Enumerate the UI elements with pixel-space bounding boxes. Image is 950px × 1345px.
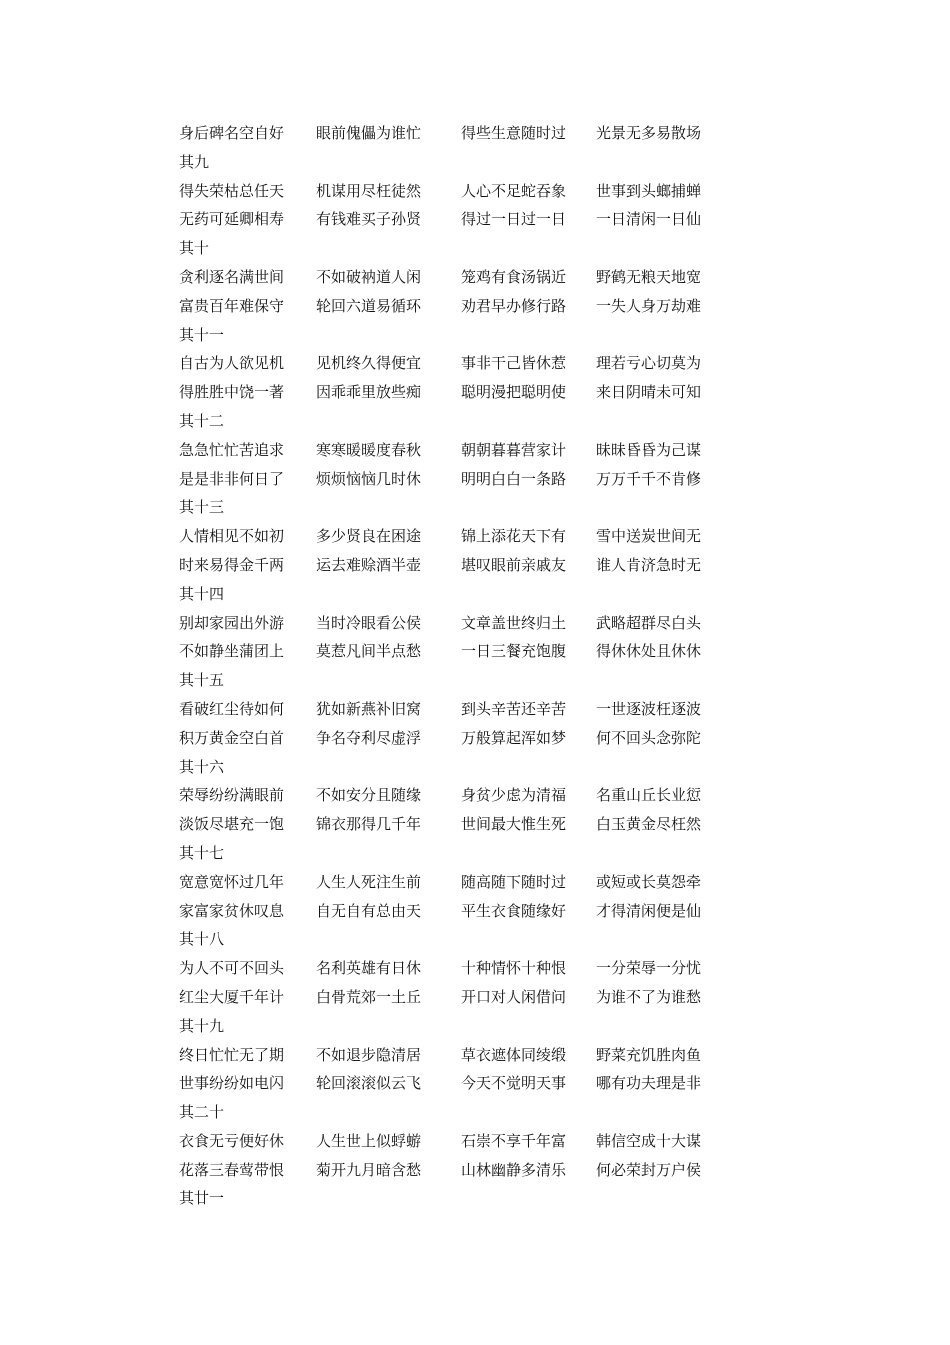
verse-phrase: 为人不可不回头	[179, 959, 285, 978]
verse-line	[179, 436, 739, 465]
verse-phrase: 机谋用尽枉徒然	[316, 181, 422, 200]
verse-phrase: 名重山丘长业愆	[596, 786, 702, 805]
section-heading-text: 其廿一	[179, 1189, 225, 1208]
verse-phrase: 白玉黄金尽枉然	[596, 815, 702, 834]
poem-section-heading	[179, 1012, 739, 1041]
verse-phrase: 哪有功夫理是非	[596, 1074, 702, 1093]
verse-line	[179, 695, 739, 724]
section-heading-text: 其十九	[179, 1016, 225, 1035]
section-heading-text: 其十三	[179, 498, 225, 517]
verse-phrase: 得过一日过一日	[461, 210, 567, 229]
verse-phrase: 是是非非何日了	[179, 469, 285, 488]
section-heading-text: 其二十	[179, 1103, 225, 1122]
poem-section-heading	[179, 148, 739, 177]
verse-phrase: 无药可延卿相寿	[179, 210, 285, 229]
verse-phrase: 得失荣枯总任天	[179, 181, 285, 200]
verse-phrase: 不如破衲道人闲	[316, 267, 422, 286]
verse-phrase: 轮回滚滚似云飞	[316, 1074, 422, 1093]
verse-phrase: 荣辱纷纷满眼前	[179, 786, 285, 805]
verse-phrase: 到头辛苦还辛苦	[461, 699, 567, 718]
section-heading-text: 其十四	[179, 584, 225, 603]
verse-phrase: 看破红尘待如何	[179, 699, 285, 718]
verse-phrase: 万般算起浑如梦	[461, 728, 567, 747]
verse-phrase: 山林幽静多清乐	[461, 1160, 567, 1179]
verse-phrase: 有钱难买子孙贤	[316, 210, 422, 229]
verse-phrase: 轮回六道易循环	[316, 296, 422, 315]
verse-phrase: 野鹤无粮天地宽	[596, 267, 702, 286]
verse-phrase: 何不回头念弥陀	[596, 728, 702, 747]
verse-phrase: 武略超群尽白头	[596, 613, 702, 632]
verse-phrase: 野菜充饥胜肉鱼	[596, 1045, 702, 1064]
verse-phrase: 红尘大厦千年计	[179, 987, 285, 1006]
verse-line	[179, 551, 739, 580]
verse-phrase: 草衣遮体同绫缎	[461, 1045, 567, 1064]
verse-phrase: 为谁不了为谁愁	[596, 987, 702, 1006]
verse-line	[179, 177, 739, 206]
poem-section-heading	[179, 925, 739, 954]
verse-phrase: 运去难赊酒半壶	[316, 555, 422, 574]
verse-phrase: 烦烦恼恼几时休	[316, 469, 422, 488]
verse-phrase: 人情相见不如初	[179, 527, 285, 546]
verse-phrase: 多少贤良在困途	[316, 527, 422, 546]
verse-phrase: 别却家园出外游	[179, 613, 285, 632]
verse-phrase: 笼鸡有食汤锅近	[461, 267, 567, 286]
verse-phrase: 随高随下随时过	[461, 872, 567, 891]
verse-line	[179, 1127, 739, 1156]
verse-phrase: 人心不足蛇吞象	[461, 181, 567, 200]
section-heading-text: 其十二	[179, 411, 225, 430]
verse-phrase: 或短或长莫怨牵	[596, 872, 702, 891]
verse-phrase: 世事纷纷如电闪	[179, 1074, 285, 1093]
verse-line	[179, 1069, 739, 1098]
verse-line	[179, 954, 739, 983]
verse-phrase: 贪利逐名满世间	[179, 267, 285, 286]
verse-phrase: 眼前傀儡为谁忙	[316, 124, 422, 142]
verse-line	[179, 1156, 739, 1185]
poem-section-heading	[179, 321, 739, 350]
verse-phrase: 一分荣辱一分忧	[596, 959, 702, 978]
verse-line	[179, 349, 739, 378]
verse-phrase: 淡饭尽堪充一饱	[179, 815, 285, 834]
verse-phrase: 不如退步隐清居	[316, 1045, 422, 1064]
verse-phrase: 文章盖世终归土	[461, 613, 567, 632]
verse-phrase: 世间最大惟生死	[461, 815, 567, 834]
verse-phrase: 身后碑名空自好	[179, 124, 285, 142]
verse-line	[179, 781, 739, 810]
verse-phrase: 白骨荒郊一土丘	[316, 987, 422, 1006]
verse-phrase: 雪中送炭世间无	[596, 527, 702, 546]
verse-phrase: 来日阴晴未可知	[596, 383, 702, 402]
verse-line	[179, 724, 739, 753]
poem-section-heading	[179, 580, 739, 609]
verse-phrase: 犹如新燕补旧窝	[316, 699, 422, 718]
verse-line	[179, 292, 739, 321]
verse-phrase: 宽意宽怀过几年	[179, 872, 285, 891]
verse-line	[179, 119, 739, 148]
verse-line	[179, 897, 739, 926]
verse-phrase: 因乖乖里放些痴	[316, 383, 422, 402]
verse-phrase: 才得清闲便是仙	[596, 901, 702, 920]
verse-phrase: 何必荣封万户侯	[596, 1160, 702, 1179]
verse-phrase: 寒寒暖暖度春秋	[316, 440, 422, 459]
verse-phrase: 平生衣食随缘好	[461, 901, 567, 920]
poem-section-heading	[179, 1184, 739, 1213]
verse-phrase: 十种情怀十种恨	[461, 959, 567, 978]
verse-phrase: 一世逐波枉逐波	[596, 699, 702, 718]
verse-phrase: 昧昧昏昏为己谋	[596, 440, 702, 459]
verse-phrase: 人生人死注生前	[316, 872, 422, 891]
section-heading-text: 其十七	[179, 843, 225, 862]
poem-section-heading	[179, 407, 739, 436]
verse-phrase: 莫惹凡间半点愁	[316, 642, 422, 661]
verse-phrase: 终日忙忙无了期	[179, 1045, 285, 1064]
verse-phrase: 明明白白一条路	[461, 469, 567, 488]
verse-line	[179, 1041, 739, 1070]
verse-phrase: 当时冷眼看公侯	[316, 613, 422, 632]
verse-phrase: 菊开九月暗含愁	[316, 1160, 422, 1179]
poem-section-heading	[179, 493, 739, 522]
verse-phrase: 世事到头螂捕蝉	[596, 181, 702, 200]
verse-phrase: 韩信空成十大谋	[596, 1131, 702, 1150]
verse-phrase: 名利英雄有日休	[316, 959, 422, 978]
verse-phrase: 得些生意随时过	[461, 124, 567, 142]
verse-phrase: 堪叹眼前亲戚友	[461, 555, 567, 574]
poem-section-heading	[179, 753, 739, 782]
verse-line	[179, 637, 739, 666]
verse-phrase: 人生世上似蜉蝣	[316, 1131, 422, 1150]
verse-line	[179, 983, 739, 1012]
verse-phrase: 谁人肯济急时无	[596, 555, 702, 574]
verse-phrase: 得休休处且休休	[596, 642, 702, 661]
verse-line	[179, 263, 739, 292]
verse-phrase: 自无自有总由天	[316, 901, 422, 920]
verse-phrase: 不如静坐蒲团上	[179, 642, 285, 661]
verse-line	[179, 465, 739, 494]
verse-phrase: 急急忙忙苦追求	[179, 440, 285, 459]
poem-body	[179, 119, 739, 1213]
section-heading-text: 其十六	[179, 757, 225, 776]
verse-phrase: 衣食无亏便好休	[179, 1131, 285, 1150]
verse-phrase: 锦衣那得几千年	[316, 815, 422, 834]
verse-phrase: 事非干己皆休惹	[461, 354, 567, 373]
verse-phrase: 时来易得金千两	[179, 555, 285, 574]
verse-phrase: 富贵百年难保守	[179, 296, 285, 315]
verse-line	[179, 868, 739, 897]
verse-phrase: 一日清闲一日仙	[596, 210, 702, 229]
verse-phrase: 光景无多易散场	[596, 124, 702, 142]
verse-phrase: 一失人身万劫难	[596, 296, 702, 315]
verse-phrase: 家富家贫休叹息	[179, 901, 285, 920]
verse-phrase: 开口对人闲借问	[461, 987, 567, 1006]
section-heading-text: 其十五	[179, 671, 225, 690]
verse-phrase: 自古为人欲见机	[179, 354, 285, 373]
verse-phrase: 聪明漫把聪明使	[461, 383, 567, 402]
verse-phrase: 今天不觉明天事	[461, 1074, 567, 1093]
poem-section-heading	[179, 234, 739, 263]
poem-section-heading	[179, 1098, 739, 1127]
section-heading-text: 其十八	[179, 930, 225, 949]
verse-phrase: 劝君早办修行路	[461, 296, 567, 315]
section-heading-text: 其十	[179, 239, 210, 258]
verse-phrase: 见机终久得便宜	[316, 354, 422, 373]
verse-phrase: 得胜胜中饶一著	[179, 383, 285, 402]
section-heading-text: 其十一	[179, 325, 225, 344]
verse-phrase: 争名夺利尽虚浮	[316, 728, 422, 747]
verse-phrase: 万万千千不肯修	[596, 469, 702, 488]
verse-phrase: 身贫少虑为清福	[461, 786, 567, 805]
poem-section-heading	[179, 839, 739, 868]
verse-phrase: 不如安分且随缘	[316, 786, 422, 805]
verse-phrase: 朝朝暮暮营家计	[461, 440, 567, 459]
verse-phrase: 锦上添花天下有	[461, 527, 567, 546]
poem-section-heading	[179, 666, 739, 695]
verse-line	[179, 810, 739, 839]
verse-phrase: 积万黄金空白首	[179, 728, 285, 747]
verse-phrase: 石崇不享千年富	[461, 1131, 567, 1150]
verse-phrase: 花落三春莺带恨	[179, 1160, 285, 1179]
verse-phrase: 理若亏心切莫为	[596, 354, 702, 373]
verse-line	[179, 522, 739, 551]
verse-line	[179, 378, 739, 407]
verse-line	[179, 609, 739, 638]
section-heading-text: 其九	[179, 152, 210, 171]
verse-phrase: 一日三餐充饱腹	[461, 642, 567, 661]
verse-line	[179, 205, 739, 234]
